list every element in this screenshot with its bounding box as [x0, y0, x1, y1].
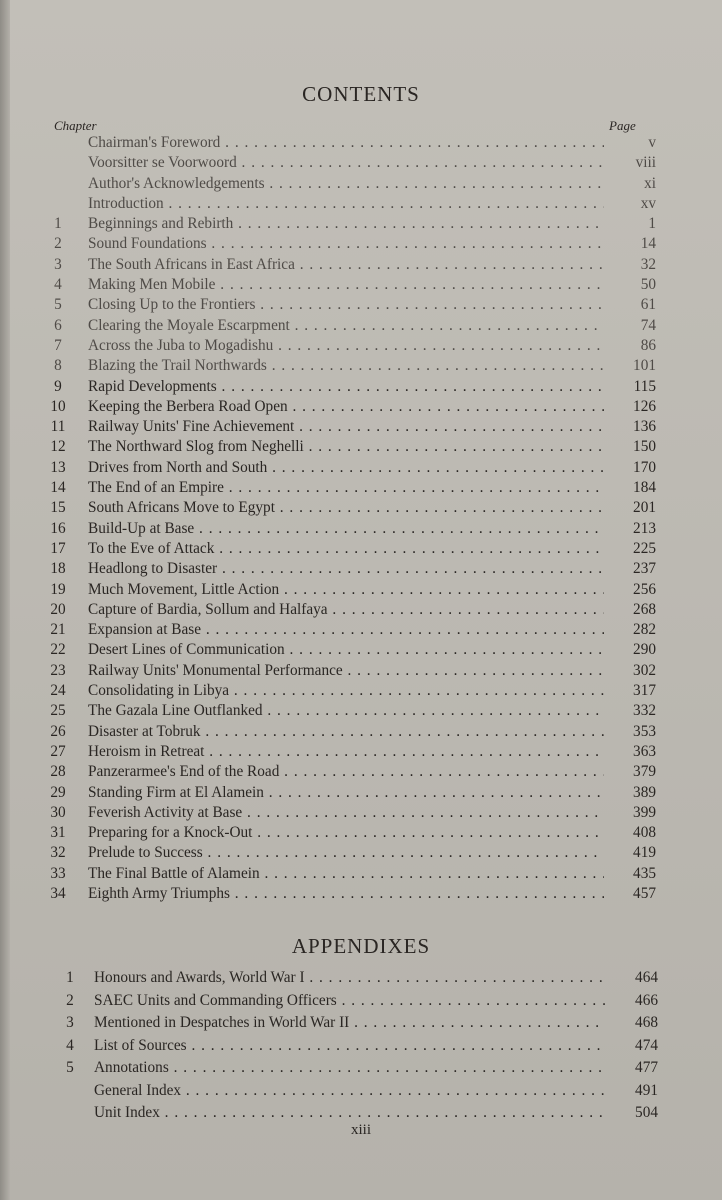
entry-page-number: 225	[633, 539, 656, 557]
entry-title: Keeping the Berbera Road Open . . .	[88, 397, 604, 417]
entry-page-number: 290	[633, 641, 656, 659]
entry-page-number: 466	[635, 991, 658, 1009]
contents-entry	[0, 864, 722, 884]
contents-entry	[0, 661, 722, 681]
appendix-entry	[0, 1080, 722, 1103]
contents-entry	[0, 214, 722, 234]
page-number: xiii	[350, 1122, 371, 1138]
entry-page-number: 491	[635, 1081, 658, 1099]
entry-title: Drives from North and South . . .	[88, 458, 604, 478]
contents-entry	[0, 194, 722, 214]
contents-entry	[0, 275, 722, 295]
appendix-entry	[0, 1012, 722, 1035]
entry-number: 23	[50, 661, 66, 679]
entry-title: Across the Juba to Mogadishu . . .	[88, 336, 604, 356]
contents-entry	[0, 843, 722, 863]
entry-title: Closing Up to the Frontiers . . .	[88, 295, 604, 315]
entry-title: Expansion at Base . . .	[88, 620, 604, 640]
entry-title: Disaster at Tobruk . . .	[88, 722, 604, 742]
entry-title: Eighth Army Triumphs . . .	[88, 884, 604, 904]
entry-page-number: 302	[633, 661, 656, 679]
entry-number: 13	[50, 458, 66, 476]
entry-title: Build-Up at Base . . .	[88, 519, 604, 539]
entry-number: 21	[50, 621, 66, 639]
contents-entry	[0, 539, 722, 559]
entry-title: Making Men Mobile . . .	[88, 275, 604, 295]
entry-page-number: 435	[633, 864, 656, 882]
entry-page-number: 317	[633, 682, 656, 700]
entry-page-number: 184	[633, 479, 656, 497]
entry-number: 32	[50, 844, 66, 862]
contents-entry	[0, 783, 722, 803]
contents-entry	[0, 356, 722, 376]
contents-entry	[0, 600, 722, 620]
entry-page-number: 408	[633, 824, 656, 842]
entry-title: Clearing the Moyale Escarpment . . .	[88, 316, 604, 336]
entry-title: List of Sources . . .	[94, 1035, 606, 1058]
entry-number: 31	[50, 824, 66, 842]
entry-title: Voorsitter se Voorwoord . . .	[88, 153, 604, 173]
appendix-entry	[0, 967, 722, 990]
entry-number: 5	[54, 296, 62, 314]
entry-number: 20	[50, 600, 66, 618]
contents-entry	[0, 498, 722, 518]
entry-page-number: 464	[635, 969, 658, 986]
contents-entry	[0, 458, 722, 478]
entry-number: 9	[54, 377, 62, 395]
entry-number: 2	[66, 991, 74, 1009]
entry-page-number: 32	[640, 255, 656, 273]
entry-page-number: 61	[640, 296, 656, 314]
entry-number: 1	[66, 969, 74, 986]
entry-number: 33	[50, 864, 66, 882]
entry-title: Desert Lines of Communication . . .	[88, 640, 604, 660]
entry-title: Author's Acknowledgements . . .	[88, 174, 604, 194]
appendix-entry	[0, 1035, 722, 1058]
entry-number: 3	[66, 1014, 74, 1031]
contents-entry	[0, 701, 722, 721]
chapter-column-header: Chapter	[54, 118, 97, 133]
entry-page-number: 170	[633, 458, 656, 476]
entry-page-number: 389	[633, 783, 656, 801]
entry-page-number: v	[648, 134, 656, 151]
entry-page-number: 126	[633, 397, 656, 415]
entry-page-number: xi	[644, 174, 656, 192]
entry-title: Chairman's Foreword . . .	[88, 133, 604, 153]
entry-title: The South Africans in East Africa . . .	[88, 255, 604, 275]
entry-title: Sound Foundations . . .	[88, 234, 604, 254]
entry-title: To the Eve of Attack . . .	[88, 539, 604, 559]
entry-number: 19	[50, 580, 66, 598]
appendixes-list	[0, 967, 722, 1125]
contents-entry	[0, 559, 722, 579]
entry-number: 30	[50, 803, 66, 821]
entry-title: Annotations . . .	[94, 1057, 606, 1080]
entry-page-number: 201	[633, 499, 656, 517]
entry-number: 28	[50, 763, 66, 781]
entry-title: Railway Units' Fine Achievement . . .	[88, 417, 604, 437]
entry-number: 18	[50, 560, 66, 578]
entry-page-number: 353	[633, 722, 656, 740]
contents-entry	[0, 133, 722, 153]
contents-entry	[0, 316, 722, 336]
entry-number: 25	[50, 702, 66, 720]
entry-title: Panzerarmee's End of the Road . . .	[88, 762, 604, 782]
entry-page-number: 268	[633, 600, 656, 618]
entry-page-number: 363	[633, 742, 656, 760]
entry-title: Much Movement, Little Action . . .	[88, 580, 604, 600]
contents-entry	[0, 336, 722, 356]
appendix-entry	[0, 990, 722, 1013]
contents-entry	[0, 377, 722, 397]
appendix-entry	[0, 1057, 722, 1080]
entry-page-number: 101	[633, 357, 656, 375]
entry-number: 5	[66, 1059, 74, 1076]
contents-entry	[0, 803, 722, 823]
entry-number: 2	[54, 235, 62, 253]
entry-page-number: 74	[640, 316, 656, 334]
entry-page-number: 213	[633, 519, 656, 537]
entry-title: Heroism in Retreat . . .	[88, 742, 604, 762]
contents-entry	[0, 519, 722, 539]
entry-number: 34	[50, 884, 66, 902]
entry-title: Mentioned in Despatches in World War II . . .	[94, 1012, 606, 1035]
appendixes-heading: APPENDIXES	[291, 934, 431, 958]
entry-page-number: 468	[635, 1014, 658, 1031]
entry-page-number: 136	[633, 418, 656, 436]
entry-title: The End of an Empire . . .	[88, 478, 604, 498]
entry-number: 14	[50, 479, 66, 497]
entry-number: 6	[54, 316, 62, 334]
entry-page-number: 332	[633, 702, 656, 720]
contents-entry	[0, 417, 722, 437]
entry-page-number: 115	[633, 377, 656, 395]
entry-title: Feverish Activity at Base . . .	[88, 803, 604, 823]
contents-entry	[0, 478, 722, 498]
entry-page-number: 256	[633, 580, 656, 598]
contents-list	[0, 133, 722, 904]
contents-entry	[0, 742, 722, 762]
entry-number: 16	[50, 519, 66, 537]
entry-title: SAEC Units and Commanding Officers . . .	[94, 990, 606, 1013]
entry-number: 11	[50, 418, 66, 436]
entry-page-number: 1	[648, 215, 656, 233]
entry-title: Prelude to Success . . .	[88, 843, 604, 863]
entry-title: Unit Index . . .	[94, 1102, 606, 1125]
entry-page-number: 150	[633, 438, 656, 456]
contents-entry	[0, 580, 722, 600]
entry-title: The Northward Slog from Neghelli . . .	[88, 437, 604, 457]
entry-title: General Index . . .	[94, 1080, 606, 1103]
entry-number: 1	[54, 215, 62, 233]
entry-title: Rapid Developments . . .	[88, 377, 604, 397]
contents-entry	[0, 153, 722, 173]
entry-number: 7	[54, 336, 62, 354]
entry-page-number: viii	[635, 154, 656, 172]
entry-page-number: 282	[633, 621, 656, 639]
entry-page-number: 86	[640, 336, 656, 354]
contents-entry	[0, 397, 722, 417]
entry-number: 29	[50, 783, 66, 801]
entry-title: Honours and Awards, World War I . . .	[94, 967, 606, 990]
entry-number: 15	[50, 499, 66, 517]
entry-title: Blazing the Trail Northwards . . .	[88, 356, 604, 376]
entry-title: Consolidating in Libya . . .	[88, 681, 604, 701]
entry-page-number: 504	[635, 1104, 658, 1121]
entry-number: 22	[50, 641, 66, 659]
entry-page-number: xv	[640, 194, 656, 212]
entry-page-number: 477	[635, 1059, 658, 1076]
entry-title: Standing Firm at El Alamein . . .	[88, 783, 604, 803]
contents-entry	[0, 884, 722, 904]
entry-number: 17	[50, 539, 66, 557]
entry-page-number: 379	[633, 763, 656, 781]
entry-title: Capture of Bardia, Sollum and Halfaya . . .	[88, 600, 604, 620]
entry-page-number: 457	[633, 884, 656, 902]
contents-entry	[0, 620, 722, 640]
entry-number: 10	[50, 397, 66, 415]
entry-title: South Africans Move to Egypt . . .	[88, 498, 604, 518]
entry-page-number: 474	[635, 1036, 658, 1054]
entry-title: Beginnings and Rebirth . . .	[88, 214, 604, 234]
entry-title: Headlong to Disaster . . .	[88, 559, 604, 579]
contents-heading: CONTENTS	[302, 82, 420, 106]
contents-entry	[0, 234, 722, 254]
contents-entry	[0, 722, 722, 742]
entry-number: 26	[50, 722, 66, 740]
contents-entry	[0, 681, 722, 701]
entry-page-number: 50	[640, 276, 656, 294]
entry-number: 27	[50, 742, 66, 760]
entry-page-number: 14	[640, 235, 656, 253]
contents-entry	[0, 823, 722, 843]
contents-entry	[0, 437, 722, 457]
entry-number: 4	[66, 1036, 74, 1054]
contents-entry	[0, 295, 722, 315]
contents-entry	[0, 174, 722, 194]
entry-page-number: 399	[633, 803, 656, 821]
entry-number: 24	[50, 682, 66, 700]
entry-number: 4	[54, 276, 62, 294]
entry-title: The Gazala Line Outflanked . . .	[88, 701, 604, 721]
entry-title: Introduction . . .	[88, 194, 604, 214]
entry-title: Railway Units' Monumental Performance . . .	[88, 661, 604, 681]
entry-page-number: 237	[633, 560, 656, 578]
entry-title: Preparing for a Knock-Out . . .	[88, 823, 604, 843]
page-column-header: Page	[609, 118, 636, 133]
contents-entry	[0, 640, 722, 660]
entry-number: 8	[54, 357, 62, 375]
entry-number: 12	[50, 438, 66, 456]
entry-title: The Final Battle of Alamein . . .	[88, 864, 604, 884]
entry-page-number: 419	[633, 844, 656, 862]
contents-entry	[0, 255, 722, 275]
contents-entry	[0, 762, 722, 782]
entry-number: 3	[54, 255, 62, 273]
